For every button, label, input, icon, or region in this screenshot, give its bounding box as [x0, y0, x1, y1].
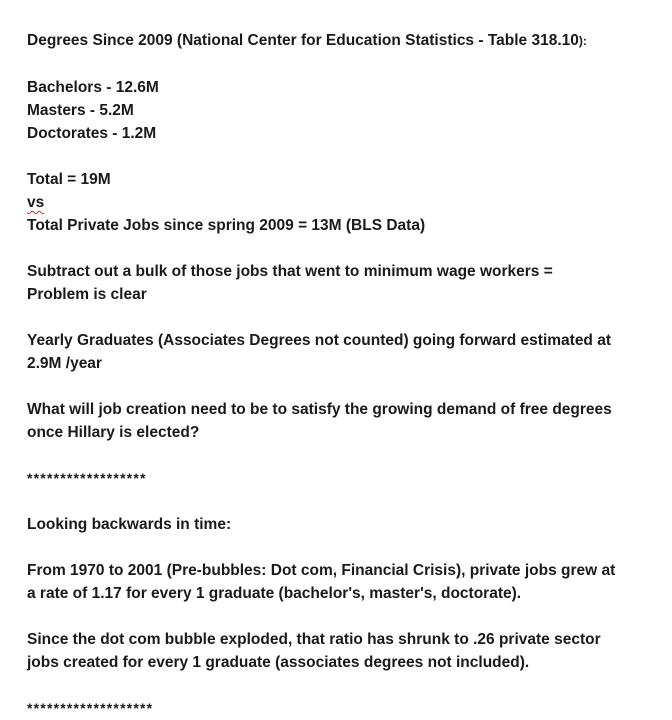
total-line: Total = 19M	[27, 171, 111, 188]
private-jobs-line: Total Private Jobs since spring 2009 = 13M (BLS Data)	[27, 217, 426, 234]
since-dotcom-line-1: Since the dot com bubble exploded, that ratio has shrunk to .26 private sector	[27, 631, 601, 648]
subtract-line-1: Subtract out a bulk of those jobs that went to minimum wage workers =	[27, 263, 553, 280]
spacer	[27, 674, 667, 697]
yearly-line-1: Yearly Graduates (Associates Degrees not counted) going forward estimated at	[27, 332, 611, 349]
vs-line	[27, 191, 667, 214]
spacer	[27, 490, 667, 513]
spacer	[27, 237, 667, 260]
heading-tail: ):	[578, 34, 587, 48]
spacer	[27, 375, 667, 398]
yearly-line-2: 2.9M /year	[27, 355, 102, 372]
spacer	[27, 306, 667, 329]
separator-1: ******************	[27, 470, 147, 486]
heading	[27, 29, 667, 53]
spacer	[27, 444, 667, 467]
subtract-line-2: Problem is clear	[27, 286, 147, 303]
separator-2: *******************	[27, 700, 154, 716]
degree-doctorates: Doctorates - 1.2M	[27, 125, 157, 142]
looking-back-heading: Looking backwards in time:	[27, 516, 232, 533]
document-body	[27, 29, 667, 720]
since-dotcom-line-2: jobs created for every 1 graduate (associates degrees not included).	[27, 654, 530, 671]
spacer	[27, 605, 667, 628]
spacer	[27, 53, 667, 76]
vs-text: vs	[27, 194, 45, 211]
spacer	[27, 536, 667, 559]
question-line-1: What will job creation need to be to satisfy the growing demand of free degrees	[27, 401, 612, 418]
heading-main: Degrees Since 2009 (National Center for Education Statistics - Table 318.10	[27, 32, 579, 49]
degree-bachelors: Bachelors - 12.6M	[27, 79, 159, 96]
from-1970-line-1: From 1970 to 2001 (Pre-bubbles: Dot com, Financial Crisis), private jobs grew at	[27, 562, 616, 579]
question-line-2: once Hillary is elected?	[27, 424, 200, 441]
spacer	[27, 145, 667, 168]
from-1970-line-2: a rate of 1.17 for every 1 graduate (bachelor's, master's, doctorate).	[27, 585, 522, 602]
degree-masters: Masters - 5.2M	[27, 102, 134, 119]
